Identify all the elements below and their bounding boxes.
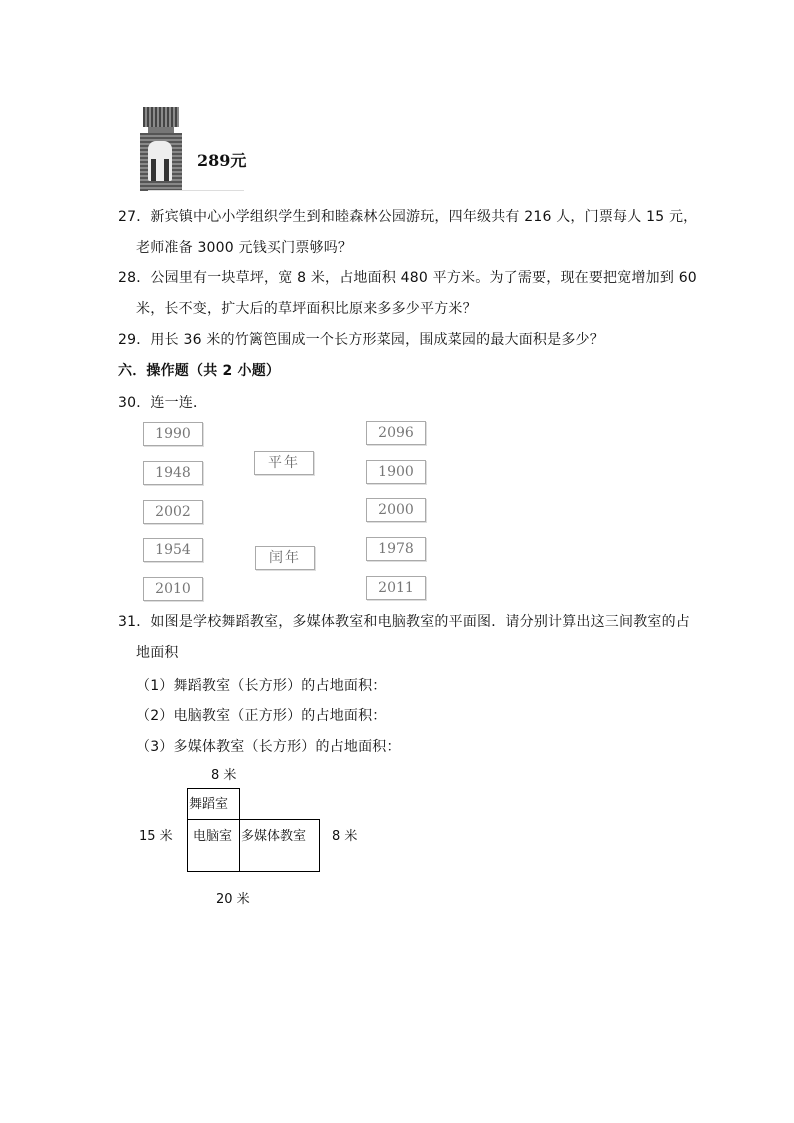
jar-body xyxy=(140,133,182,191)
right-year-box[interactable]: 1900 xyxy=(366,460,426,484)
question-31-line-2: 地面积 xyxy=(136,645,179,661)
right-year-box[interactable]: 2011 xyxy=(366,576,426,600)
dimension-top: 8 米 xyxy=(211,768,237,783)
dance-room xyxy=(187,788,240,820)
question-27-line-1: 27．新宾镇中心小学组织学生到和睦森林公园游玩，四年级共有 216 人，门票每人 15 元， xyxy=(118,209,698,225)
category-box-common-year[interactable]: 平年 xyxy=(254,451,314,475)
right-year-box[interactable]: 2096 xyxy=(366,421,426,445)
dimension-bottom: 20 米 xyxy=(216,892,250,907)
question-31-sub-1: （1）舞蹈教室（长方形）的占地面积： xyxy=(136,678,387,694)
question-31-sub-3: （3）多媒体教室（长方形）的占地面积： xyxy=(136,739,401,755)
jar-graphic xyxy=(151,159,156,181)
left-year-box[interactable]: 2002 xyxy=(143,500,203,524)
left-year-box[interactable]: 1990 xyxy=(143,422,203,446)
jar-lid xyxy=(143,107,179,127)
jar-label xyxy=(148,141,172,181)
computer-room-label: 电脑室 xyxy=(193,829,233,844)
product-price: 289元 xyxy=(197,151,247,170)
left-year-box[interactable]: 1948 xyxy=(143,461,203,485)
question-28-line-1: 28．公园里有一块草坪，宽 8 米，占地面积 480 平方米。为了需要，现在要把宽增加到 60 xyxy=(118,270,697,286)
right-year-box[interactable]: 1978 xyxy=(366,537,426,561)
question-27-line-2: 老师准备 3000 元钱买门票够吗？ xyxy=(136,240,353,256)
dimension-right: 8 米 xyxy=(332,829,358,844)
question-31-line-1: 31．如图是学校舞蹈教室，多媒体教室和电脑教室的平面图．请分别计算出这三间教室的占 xyxy=(118,614,691,630)
computer-room xyxy=(187,819,240,872)
category-box-leap-year[interactable]: 闰年 xyxy=(255,546,315,570)
question-28-line-2: 米，长不变，扩大后的草坪面积比原来多多少平方米？ xyxy=(136,301,477,317)
left-year-box[interactable]: 1954 xyxy=(143,538,203,562)
multimedia-room-label: 多媒体教室 xyxy=(241,829,307,844)
jar-graphic xyxy=(164,159,169,181)
left-year-box[interactable]: 2010 xyxy=(143,577,203,601)
section-heading: 六．操作题（共 2 小题） xyxy=(118,363,281,379)
divider xyxy=(148,190,244,191)
question-31-sub-2: （2）电脑教室（正方形）的占地面积： xyxy=(136,708,387,724)
question-30-prompt: 30．连一连． xyxy=(118,395,208,411)
question-29: 29．用长 36 米的竹篱笆围成一个长方形菜园，围成菜园的最大面积是多少？ xyxy=(118,332,604,348)
right-year-box[interactable]: 2000 xyxy=(366,498,426,522)
jar-image xyxy=(140,107,182,191)
dance-room-label: 舞蹈室 xyxy=(189,797,229,812)
dimension-left: 15 米 xyxy=(139,829,173,844)
multimedia-room xyxy=(239,819,320,872)
